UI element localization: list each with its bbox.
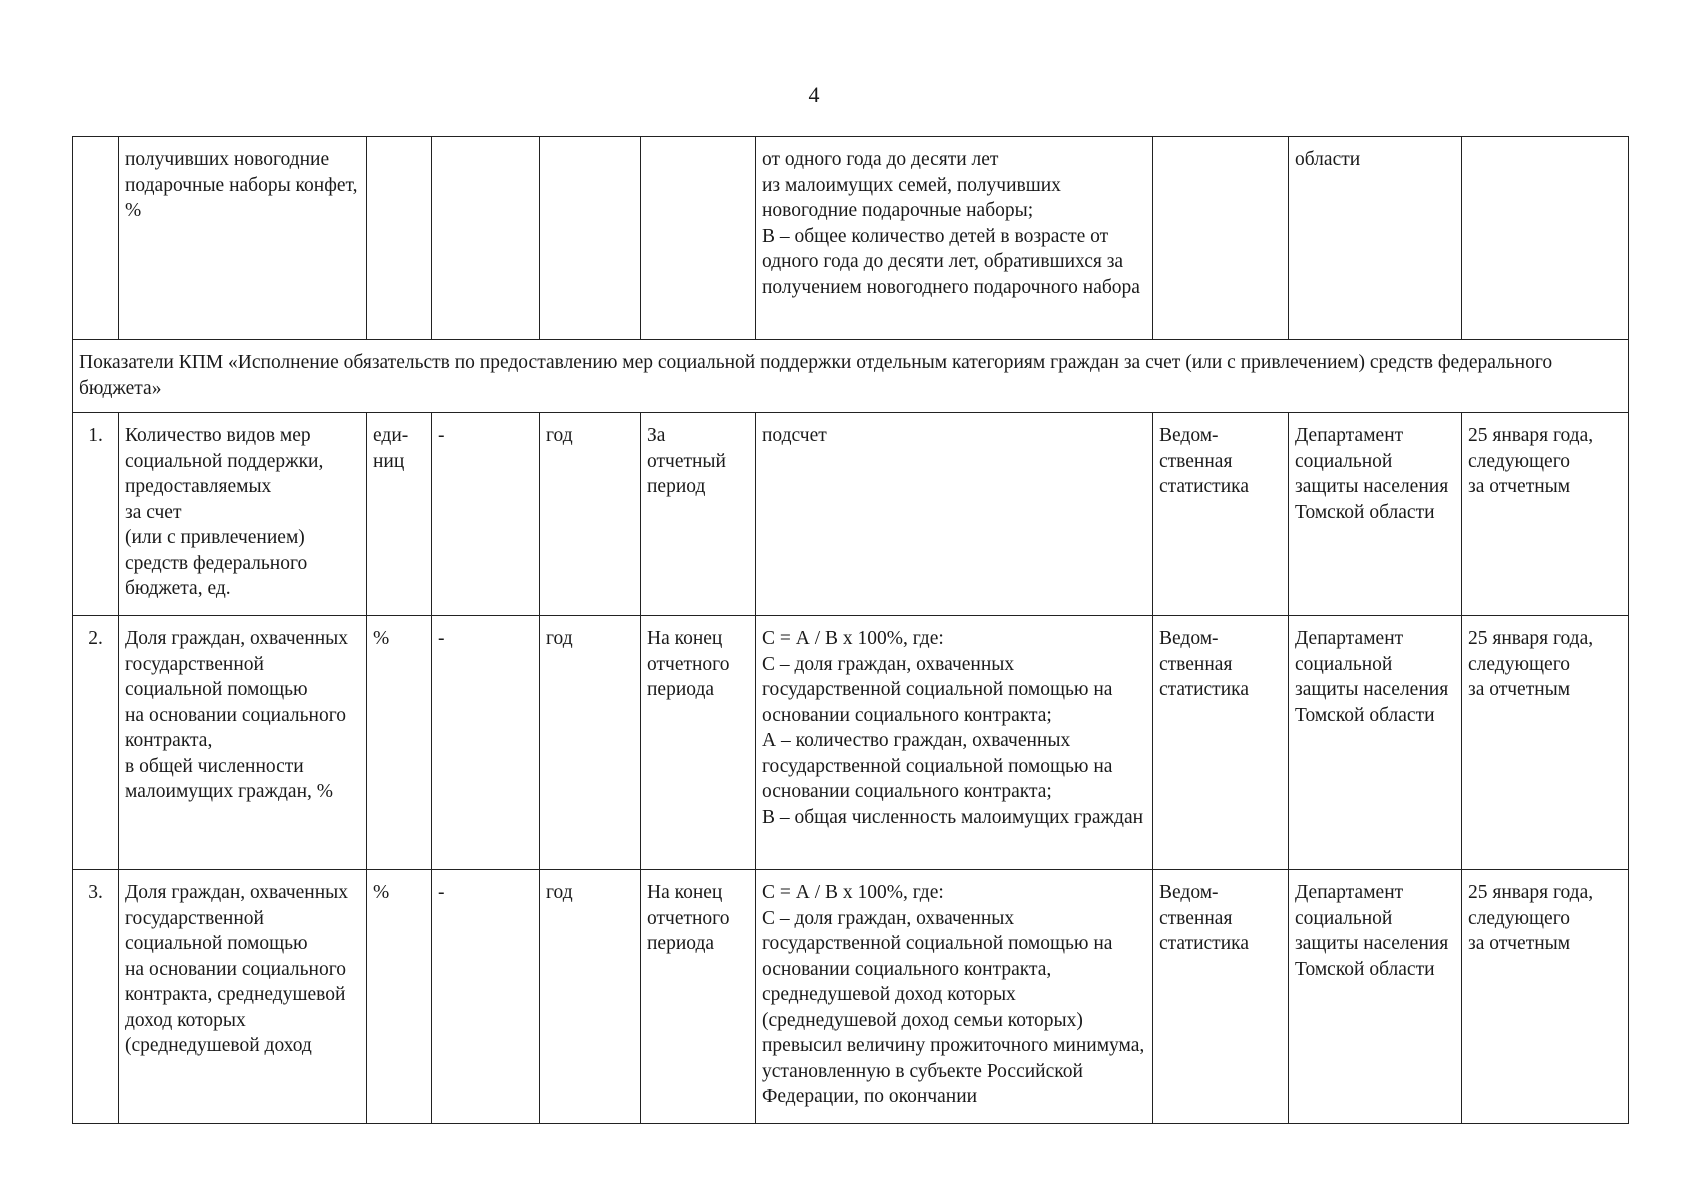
- source-cell: Ведом- ственная статистика: [1153, 870, 1289, 1124]
- period-cell: [641, 137, 756, 340]
- okei-cell: -: [432, 870, 540, 1124]
- row-number-cell: 1.: [73, 413, 119, 616]
- method-cell: подсчет: [756, 413, 1153, 616]
- frequency-cell: год: [540, 616, 641, 870]
- method-cell: С = А / В х 100%, где: С – доля граждан, охваченных государственной социальной помощью на основании социального контракта; А – количество граждан, охваченных государственной социальной помощью на основании социального контракта; В – общая численность малоимущих граждан: [756, 616, 1153, 870]
- deadline-cell: 25 января года, следующего за отчетным: [1462, 616, 1629, 870]
- frequency-cell: год: [540, 413, 641, 616]
- method-cell: С = А / В х 100%, где: С – доля граждан, охваченных государственной социальной помощью на основании социального контракта, среднедушевой доход которых (среднедушевой доход семьи которых) превысил величину прожиточного минимума, установленную в субъекте Российской Федерации, по окончании: [756, 870, 1153, 1124]
- unit-cell: %: [367, 870, 432, 1124]
- indicator-cell: получивших новогодние подарочные наборы конфет, %: [119, 137, 367, 340]
- method-cell: от одного года до десяти лет из малоимущих семей, получивших новогодние подарочные наборы; В – общее количество детей в возрасте от одного года до десяти лет, обратившихся за получением новогоднего подарочного набора: [756, 137, 1153, 340]
- unit-cell: [367, 137, 432, 340]
- period-cell: На конец отчетного периода: [641, 616, 756, 870]
- period-cell: За отчетный период: [641, 413, 756, 616]
- indicator-cell: Количество видов мер социальной поддержки, предоставляемых за счет (или с привлечением) средств федерального бюджета, ед.: [119, 413, 367, 616]
- deadline-cell: 25 января года, следующего за отчетным: [1462, 870, 1629, 1124]
- okei-cell: -: [432, 413, 540, 616]
- row-number-cell: [73, 137, 119, 340]
- page-number: 4: [808, 82, 820, 107]
- table-row: [73, 137, 1629, 340]
- section-header: Показатели КПМ «Исполнение обязательств по предоставлению мер социальной поддержки отдельным категориям граждан за счет (или с привлечением) средств федерального бюджета»: [73, 340, 1629, 413]
- frequency-cell: [540, 137, 641, 340]
- responsible-cell: Департамент социальной защиты населения Томской области: [1289, 616, 1462, 870]
- indicator-cell: Доля граждан, охваченных государственной социальной помощью на основании социального контракта, среднедушевой доход которых (среднедушевой доход: [119, 870, 367, 1124]
- row-number-cell: 3.: [73, 870, 119, 1124]
- unit-cell: %: [367, 616, 432, 870]
- source-cell: Ведом- ственная статистика: [1153, 616, 1289, 870]
- source-cell: [1153, 137, 1289, 340]
- responsible-cell: области: [1289, 137, 1462, 340]
- indicators-table: [72, 136, 1629, 1124]
- deadline-cell: [1462, 137, 1629, 340]
- table-row: [73, 616, 1629, 870]
- deadline-cell: 25 января года, следующего за отчетным: [1462, 413, 1629, 616]
- table-row: [73, 870, 1629, 1124]
- source-cell: Ведом- ственная статистика: [1153, 413, 1289, 616]
- responsible-cell: Департамент социальной защиты населения Томской области: [1289, 870, 1462, 1124]
- period-cell: На конец отчетного периода: [641, 870, 756, 1124]
- unit-cell: еди- ниц: [367, 413, 432, 616]
- frequency-cell: год: [540, 870, 641, 1124]
- table-row: [73, 413, 1629, 616]
- okei-cell: [432, 137, 540, 340]
- responsible-cell: Департамент социальной защиты населения Томской области: [1289, 413, 1462, 616]
- section-header-row: [73, 340, 1629, 413]
- indicator-cell: Доля граждан, охваченных государственной социальной помощью на основании социального контракта, в общей численности малоимущих граждан, %: [119, 616, 367, 870]
- okei-cell: -: [432, 616, 540, 870]
- row-number-cell: 2.: [73, 616, 119, 870]
